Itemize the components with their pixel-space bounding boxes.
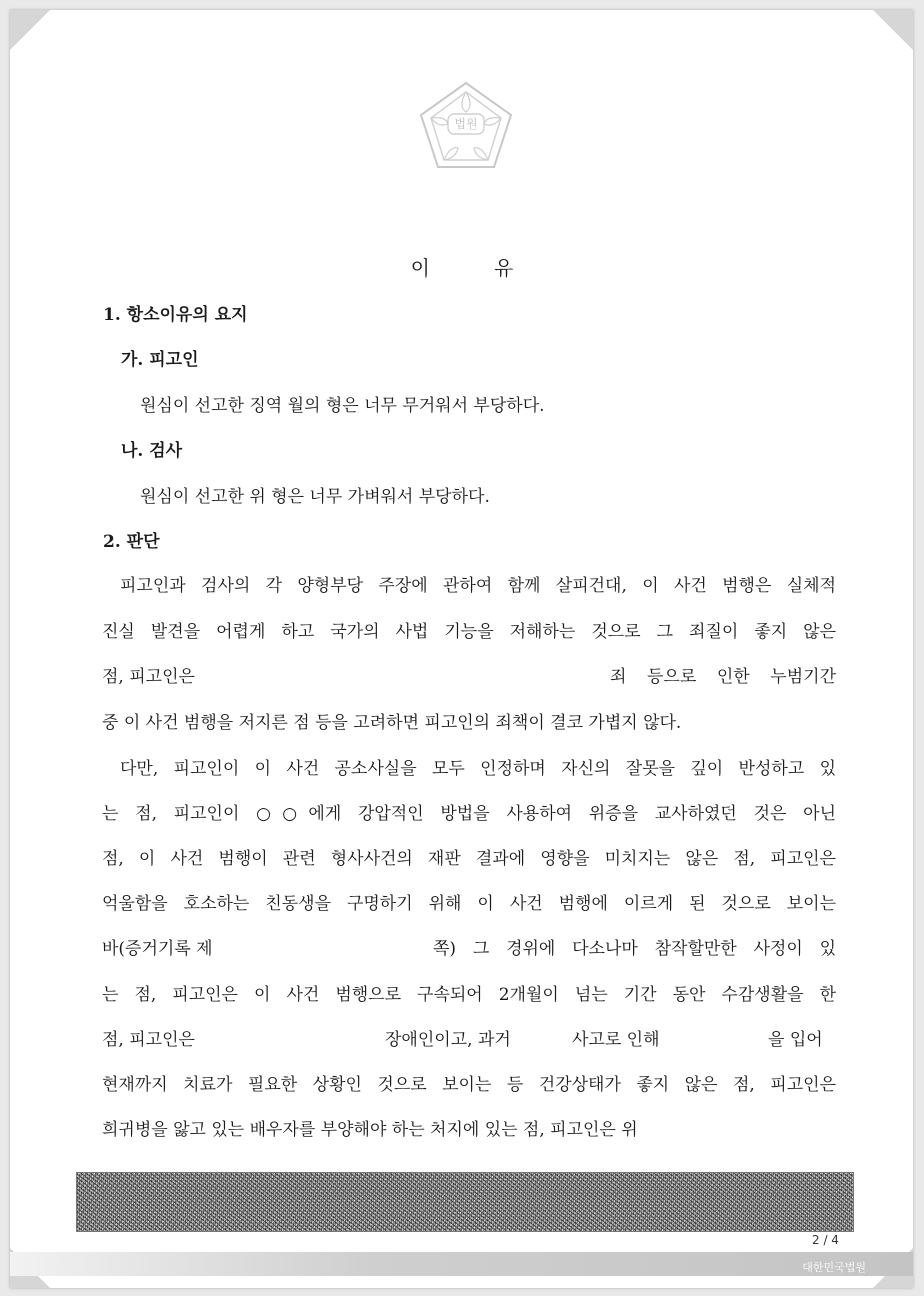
page-fold-top-left	[10, 10, 50, 50]
court-seal-icon	[418, 80, 514, 170]
sub-a-heading: 가. 피고인	[121, 350, 199, 370]
redaction-noise-block	[76, 1172, 854, 1232]
title-char-2: 유	[494, 256, 514, 280]
footer-bar	[10, 1252, 913, 1276]
para2-line-7b: 장애인이고, 과거	[385, 1030, 511, 1050]
para1-line-4: 중 이 사건 범행을 저지른 점 등을 고려하면 피고인의 죄책이 결코 가볍지 않다.	[102, 713, 682, 733]
para1-line-3a: 점, 피고인은	[102, 667, 195, 687]
para2-line-7c: 사고로 인해	[572, 1030, 660, 1050]
para2-line-7d: 을 입어	[768, 1030, 823, 1050]
title-char-1: 이	[410, 256, 430, 280]
page-fold-top-right	[873, 10, 913, 50]
para2-line-1: 다만, 피고인이 이 사건 공소사실을 모두 인정하며 자신의 잘못을 깊이 반성하고 있	[120, 759, 836, 779]
para1-line-2: 진실 발견을 어렵게 하고 국가의 사법 기능을 저해하는 것으로 그 죄질이 좋지 않은	[102, 622, 836, 642]
para2-line-5a: 바(증거기록 제	[102, 939, 213, 959]
para2-line-8: 현재까지 치료가 필요한 상황인 것으로 보이는 등 건강상태가 좋지 않은 점, 피고인은	[102, 1075, 836, 1095]
section-2-heading: 2. 판단	[103, 532, 160, 552]
seal-text: 법원	[454, 117, 478, 131]
para2-line-4: 억울함을 호소하는 친동생을 구명하기 위해 이 사건 범행에 이르게 된 것으로 보이는	[102, 894, 836, 914]
para2-line-2: 는 점, 피고인이 ○○에게 강압적인 방법을 사용하여 위증을 교사하였던 것은 아닌	[102, 804, 836, 824]
para2-line-6: 는 점, 피고인은 이 사건 범행으로 구속되어 2개월이 넘는 기간 동안 수감생활을 한	[102, 985, 836, 1005]
para2-line-3: 점, 이 사건 범행이 관련 형사사건의 재판 결과에 영향을 미치지는 않은 점, 피고인은	[102, 849, 836, 869]
page-title	[0, 252, 924, 281]
para2-line-7a: 점, 피고인은	[102, 1030, 195, 1050]
sub-a-body: 원심이 선고한 징역 월의 형은 너무 무거워서 부당하다.	[140, 396, 545, 416]
para1-line-1: 피고인과 검사의 각 양형부당 주장에 관하여 함께 살피건대, 이 사건 범행은 실체적	[120, 576, 836, 596]
para1-line-3b: 죄 등으로 인한 누범기간	[610, 667, 836, 687]
para2-line-9: 희귀병을 앓고 있는 배우자를 부양해야 하는 처지에 있는 점, 피고인은 위	[102, 1120, 638, 1140]
court-name-footer: 대한민국법원	[802, 1261, 866, 1274]
para2-line-5b: 쪽) 그 경위에 다소나마 참작할만한 사정이 있	[433, 939, 836, 959]
section-1-heading: 1. 항소이유의 요지	[103, 305, 248, 325]
sub-b-body: 원심이 선고한 위 형은 너무 가벼워서 부당하다.	[140, 487, 490, 507]
sub-b-heading: 나. 검사	[121, 441, 183, 461]
page-number: 2 / 4	[812, 1233, 839, 1247]
